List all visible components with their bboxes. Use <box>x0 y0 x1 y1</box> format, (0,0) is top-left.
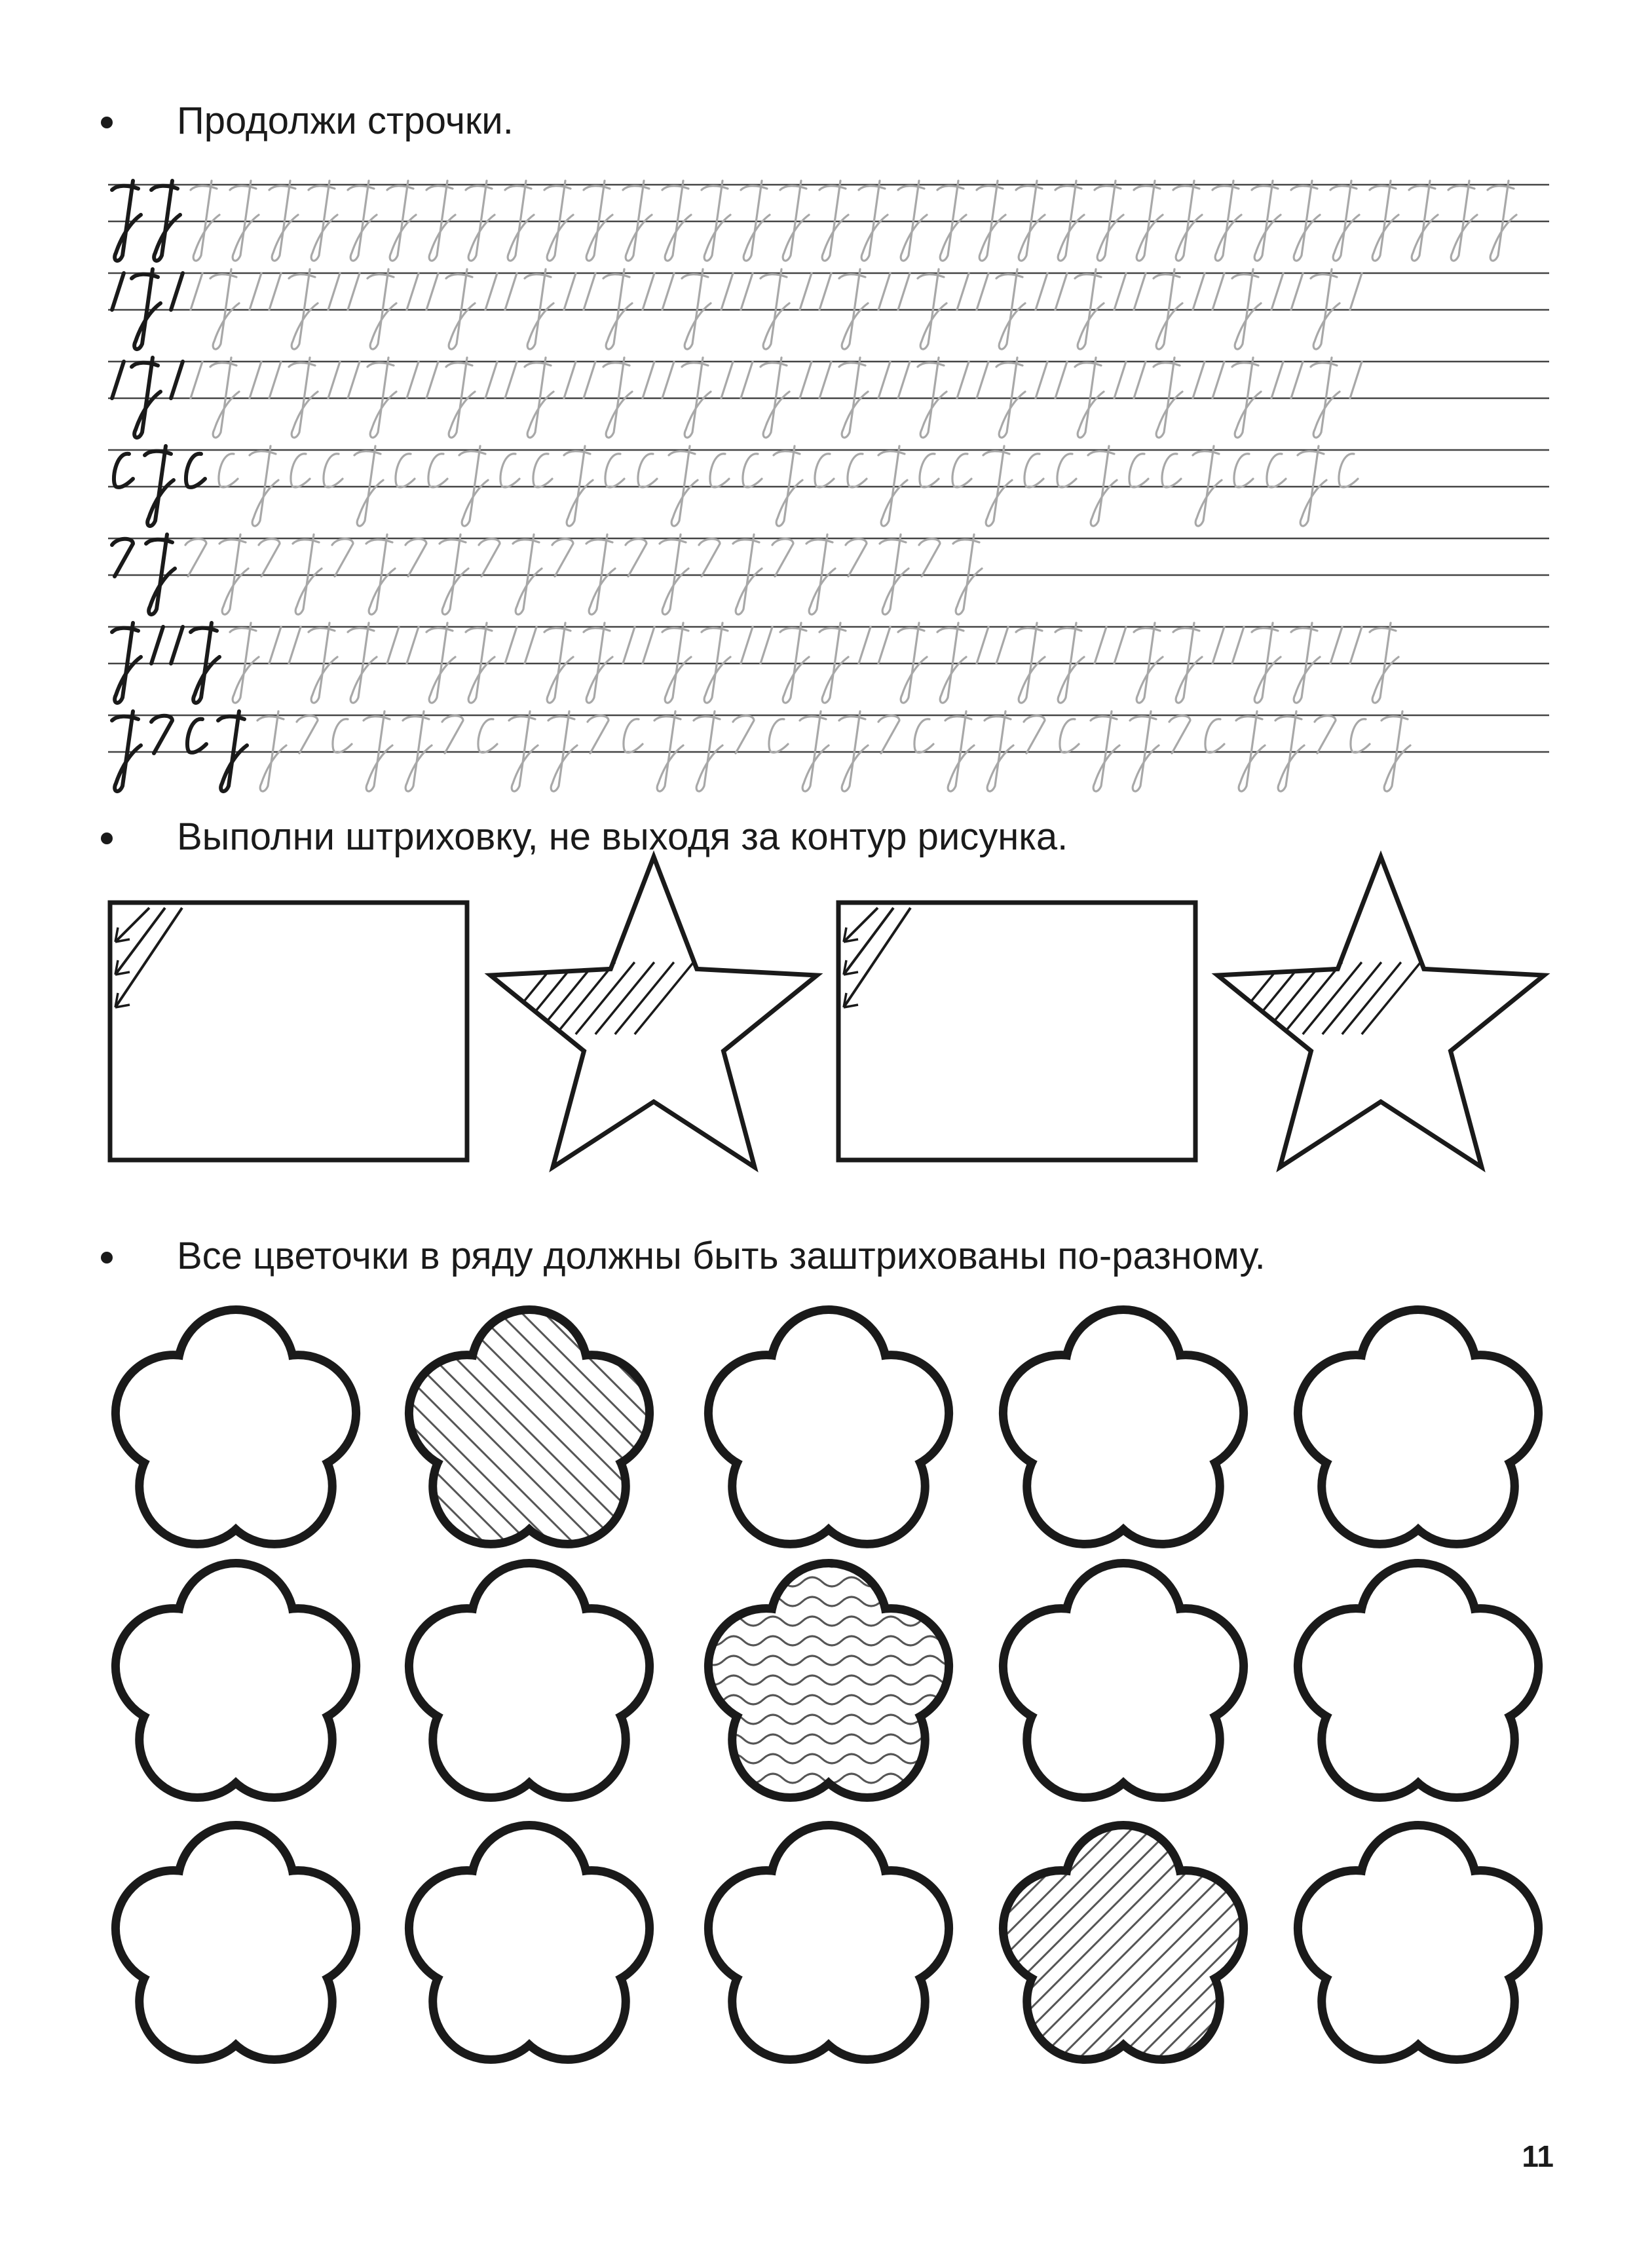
flower-outline <box>116 1563 356 1797</box>
flower-outline <box>1298 1563 1538 1797</box>
flower-blank <box>1298 1825 1538 2059</box>
page-number: 11 <box>1522 2139 1554 2173</box>
flower-outline <box>709 1310 948 1544</box>
flower-outline <box>409 1825 649 2059</box>
flower-outline <box>409 1563 649 1797</box>
instruction-text: Выполни штриховку, не выходя за контур рисунка. <box>177 815 1068 858</box>
flower-outline <box>1004 1563 1243 1797</box>
flower-blank <box>409 1825 649 2059</box>
flower-blank <box>1298 1563 1538 1797</box>
flower-outline <box>1298 1825 1538 2059</box>
flower-outline <box>1298 1310 1538 1544</box>
flower-blank <box>116 1825 356 2059</box>
flower-blank <box>1004 1310 1243 1544</box>
flower-outline <box>116 1825 356 2059</box>
flower-outline <box>1004 1310 1243 1544</box>
flower-blank <box>409 1563 649 1797</box>
flower-blank <box>709 1825 948 2059</box>
instruction-text: Продолжи строчки. <box>177 100 514 142</box>
flower-blank <box>1004 1563 1243 1797</box>
flower-blank <box>1298 1310 1538 1544</box>
flower-blank <box>116 1563 356 1797</box>
instruction-text: Все цветочки в ряду должны быть заштрихованы по-разному. <box>177 1235 1266 1277</box>
flower-outline <box>709 1825 948 2059</box>
flower-blank <box>116 1310 356 1544</box>
flower-outline <box>116 1310 356 1544</box>
flower-blank <box>709 1310 948 1544</box>
